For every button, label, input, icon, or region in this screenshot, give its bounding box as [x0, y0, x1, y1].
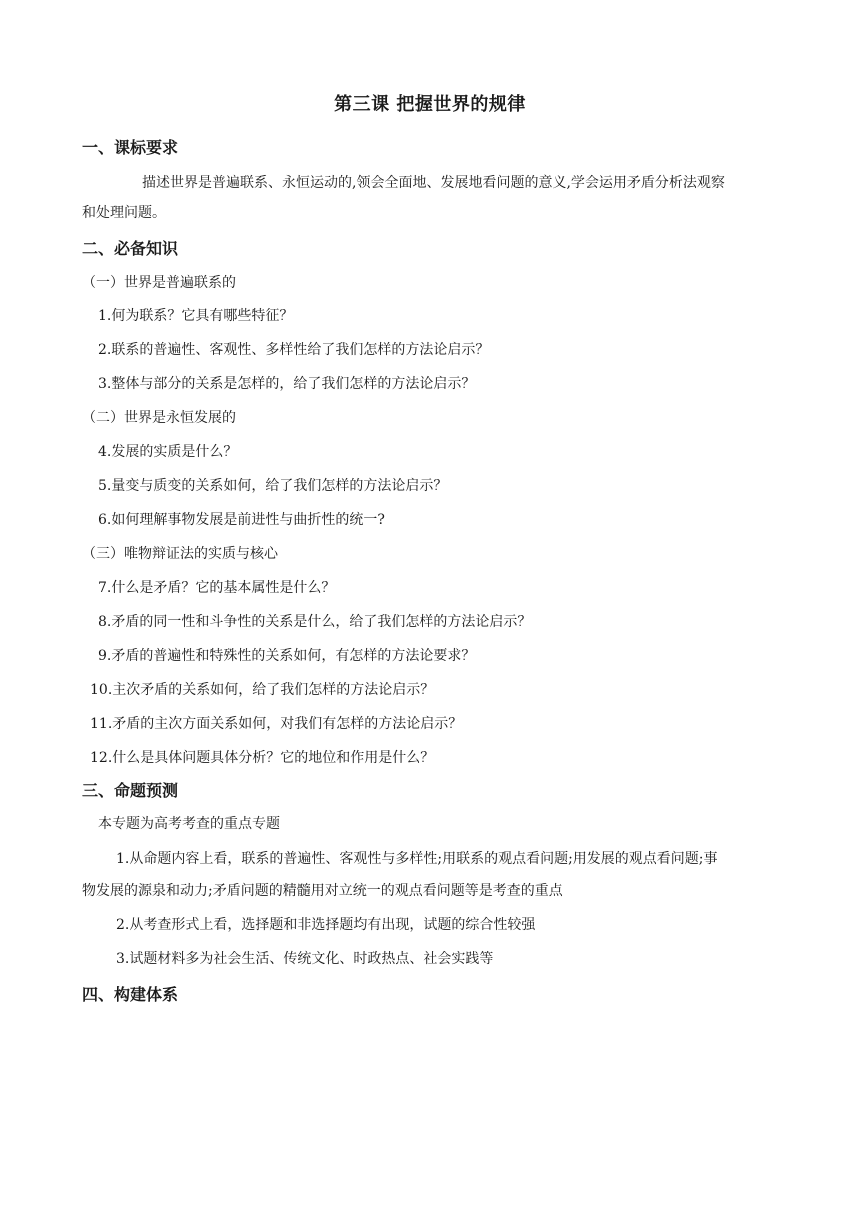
standards-paragraph-line-1: 描述世界是普遍联系、永恒运动的,领会全面地、发展地看问题的意义,学会运用矛盾分析法观察 [142, 175, 725, 191]
prediction-point-3: 3.试题材料多为社会生活、传统文化、时政热点、社会实践等 [116, 951, 494, 967]
question-6: 6.如何理解事物发展是前进性与曲折性的统一? [98, 512, 385, 528]
question-12: 12.什么是具体问题具体分析？它的地位和作用是什么？ [90, 750, 435, 766]
question-10: 10.主次矛盾的关系如何，给了我们怎样的方法论启示？ [90, 682, 435, 698]
question-3: 3.整体与部分的关系是怎样的，给了我们怎样的方法论启示？ [98, 376, 476, 392]
question-11: 11.矛盾的主次方面关系如何，对我们有怎样的方法论启示？ [90, 716, 463, 732]
subsection-heading-development: （二）世界是永恒发展的 [82, 410, 236, 426]
question-7: 7.什么是矛盾？它的基本属性是什么？ [98, 580, 336, 596]
subsection-heading-dialectics: （三）唯物辩证法的实质与核心 [82, 546, 278, 562]
question-5: 5.量变与质变的关系如何，给了我们怎样的方法论启示？ [98, 478, 448, 494]
question-2: 2.联系的普遍性、客观性、多样性给了我们怎样的方法论启示？ [98, 342, 490, 358]
question-9: 9.矛盾的普遍性和特殊性的关系如何，有怎样的方法论要求？ [98, 648, 476, 664]
question-8: 8.矛盾的同一性和斗争性的关系是什么，给了我们怎样的方法论启示？ [98, 614, 532, 630]
section-heading-knowledge: 二、必备知识 [82, 239, 179, 258]
page-title: 第三课 把握世界的规律 [334, 94, 526, 115]
subsection-heading-connection: （一）世界是普遍联系的 [82, 275, 236, 291]
question-1: 1.何为联系？它具有哪些特征？ [98, 308, 294, 324]
prediction-point-1-line-1: 1.从命题内容上看，联系的普遍性、客观性与多样性;用联系的观点看问题;用发展的观点看问题;事 [116, 851, 718, 867]
standards-paragraph-line-2: 和处理问题。 [82, 205, 166, 221]
prediction-intro: 本专题为高考考查的重点专题 [98, 816, 280, 832]
section-heading-framework: 四、构建体系 [82, 985, 179, 1004]
section-heading-standards: 一、课标要求 [82, 138, 179, 157]
prediction-point-2: 2.从考查形式上看，选择题和非选择题均有出现，试题的综合性较强 [116, 917, 536, 933]
question-4: 4.发展的实质是什么？ [98, 444, 238, 460]
section-heading-prediction: 三、命题预测 [82, 781, 179, 800]
prediction-point-1-line-2: 物发展的源泉和动力;矛盾问题的精髓用对立统一的观点看问题等是考查的重点 [82, 883, 563, 899]
